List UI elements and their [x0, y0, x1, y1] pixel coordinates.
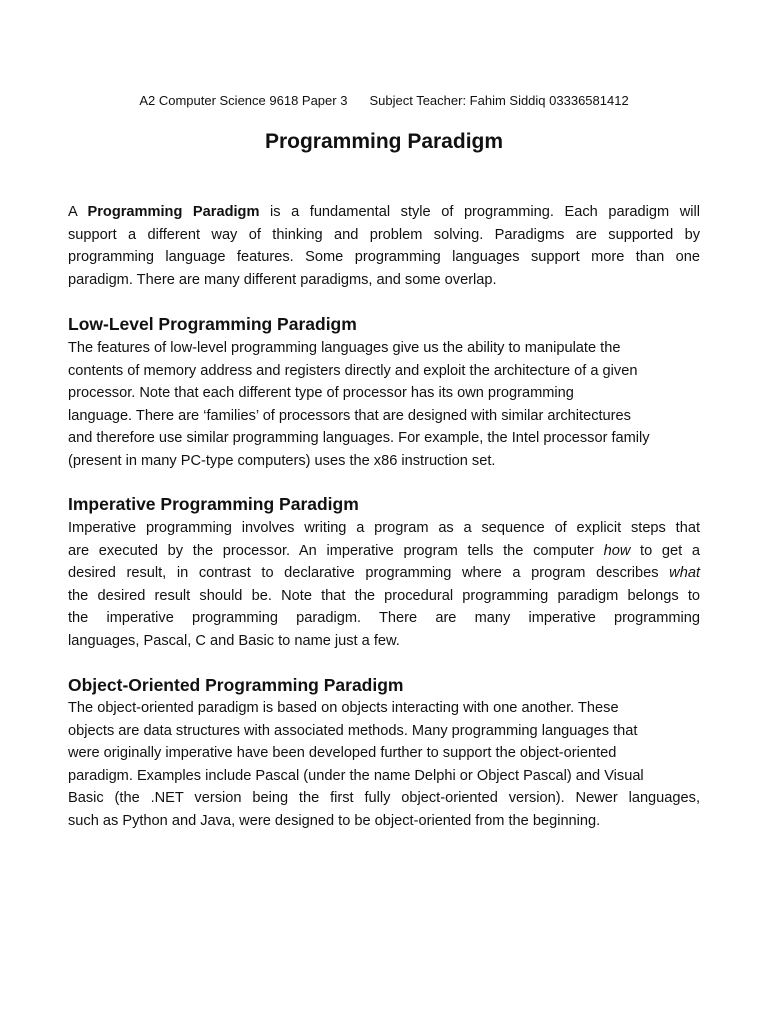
paragraph-line: Imperative programming involves writing a program as a sequence of explicit steps that: [68, 520, 700, 536]
low-level-paragraph: [68, 337, 700, 473]
paragraph-line: and therefore use similar programming languages. For example, the Intel processor family: [68, 430, 650, 447]
section-heading-imperative: Imperative Programming Paradigm: [68, 494, 359, 514]
section-heading-oop: Object-Oriented Programming Paradigm: [68, 675, 404, 695]
paragraph-line: contents of memory address and registers directly and exploit the architecture of a given: [68, 362, 638, 379]
paragraph-line: processor. Note that each different type of processor has its own programming: [68, 385, 574, 402]
intro-paragraph: [68, 201, 700, 291]
paragraph-line: (present in many PC-type computers) uses the x86 instruction set.: [68, 452, 496, 469]
paragraph-line: the desired result should be. Note that the procedural programming paradigm belongs to: [68, 587, 700, 604]
emphasis-how: how: [603, 542, 631, 559]
paragraph-line: [68, 540, 700, 563]
oop-paragraph: [68, 697, 700, 833]
paragraph-line: paradigm. Examples include Pascal (under the name Delphi or Object Pascal) and Visual: [68, 767, 644, 784]
intro-line-1: [68, 201, 700, 224]
intro-line-4: paradigm. There are many different paradigms, and some overlap.: [68, 271, 497, 288]
imperative-line2-after: to get a: [630, 542, 700, 559]
paragraph-line: were originally imperative have been developed further to support the object-oriented: [68, 745, 617, 762]
paragraph-line: The object-oriented paradigm is based on objects interacting with one another. These: [68, 700, 619, 716]
document-header: [68, 93, 700, 108]
paragraph-line: Basic (the .NET version being the first fully object-oriented version). Newer languages,: [68, 790, 700, 807]
section-heading-low-level: Low-Level Programming Paradigm: [68, 314, 357, 334]
course-label: A2 Computer Science 9618 Paper 3: [139, 93, 348, 108]
paragraph-line: [68, 562, 700, 585]
document-page: [68, 0, 700, 1024]
intro-term: Programming Paradigm: [87, 204, 260, 220]
imperative-line2-before: are executed by the processor. An imperative program tells the computer: [68, 542, 604, 559]
paragraph-line: such as Python and Java, were designed to be object-oriented from the beginning.: [68, 812, 601, 829]
imperative-paragraph: [68, 517, 700, 653]
intro-line-3: programming language features. Some programming languages support more than one: [68, 249, 700, 266]
paragraph-line: The features of low-level programming languages give us the ability to manipulate the: [68, 340, 621, 356]
intro-after-term: is a fundamental style of programming. Each paradigm will: [259, 204, 701, 220]
paragraph-line: languages, Pascal, C and Basic to name just a few.: [68, 632, 400, 649]
intro-prefix: A: [68, 204, 88, 220]
emphasis-what: what: [669, 565, 700, 582]
paragraph-line: objects are data structures with associated methods. Many programming languages that: [68, 722, 638, 739]
imperative-line3-before: desired result, in contrast to declarative programming where a program describes: [68, 565, 670, 582]
teacher-label: Subject Teacher: Fahim Siddiq 03336581412: [369, 93, 629, 108]
paragraph-line: the imperative programming paradigm. There are many imperative programming: [68, 610, 700, 627]
paragraph-line: language. There are ‘families’ of processors that are designed with similar architectures: [68, 407, 631, 424]
intro-line-2: support a different way of thinking and problem solving. Paradigms are supported by: [68, 226, 700, 243]
page-title: Programming Paradigm: [264, 130, 504, 153]
